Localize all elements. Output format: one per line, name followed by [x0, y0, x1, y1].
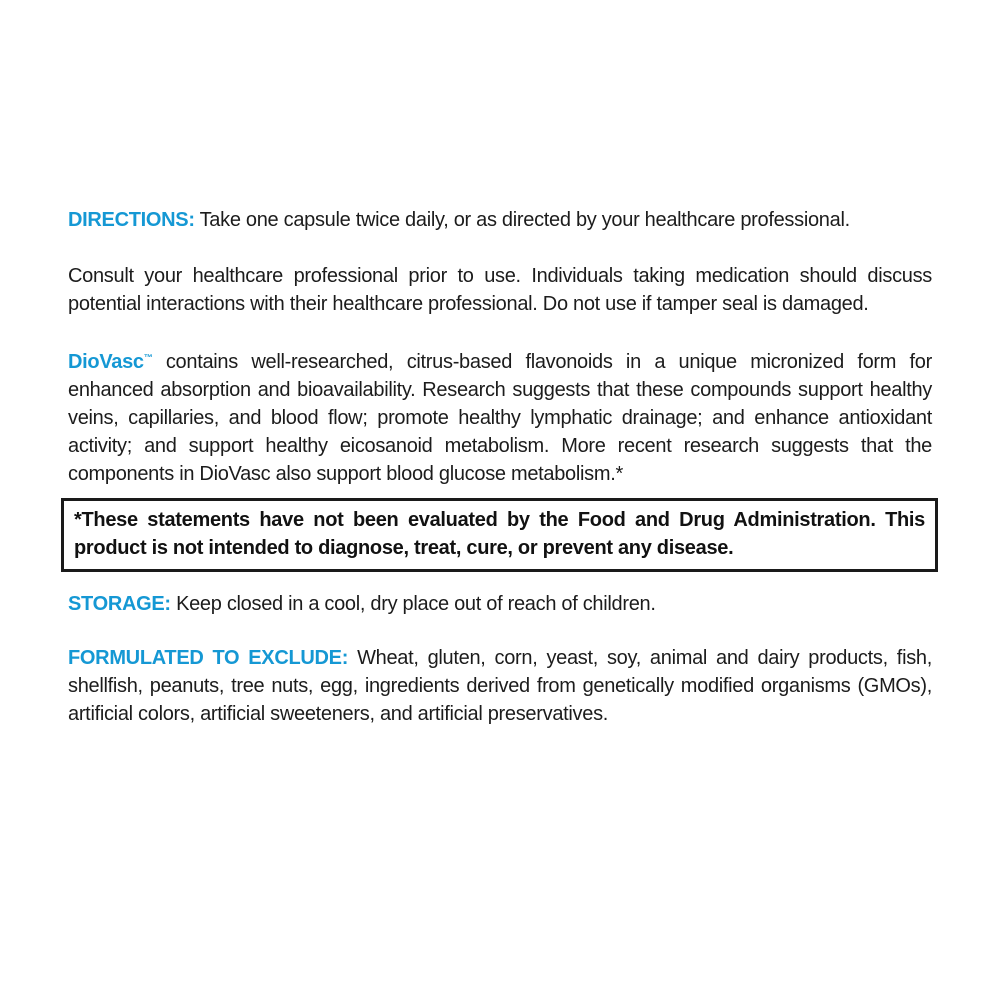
- trademark-symbol: ™: [143, 352, 153, 363]
- diovasc-text: contains well-researched, citrus-based flavonoids in a unique micronized form for enhanced absorption and bioavailability. Research suggests that these compounds support healthy veins, capillaries, and blood flow; promote healthy lymphatic drainage; and enhance antioxidant activity; and support healthy eicosanoid metabolism. More recent research suggests that the components in DioVasc also support blood glucose metabolism.*: [68, 351, 932, 485]
- formulated-to-exclude-paragraph: [68, 644, 932, 728]
- storage-text: Keep closed in a cool, dry place out of reach of children.: [176, 593, 656, 615]
- directions-text: Take one capsule twice daily, or as directed by your healthcare professional.: [199, 209, 850, 231]
- consult-paragraph: [68, 262, 932, 318]
- storage-heading: STORAGE:: [68, 593, 171, 615]
- diovasc-paragraph: [68, 348, 932, 488]
- label-content: [68, 206, 932, 728]
- fda-disclaimer-text: *These statements have not been evaluated by the Food and Drug Administration. This product is not intended to diagnose, treat, cure, or prevent any disease.: [74, 509, 925, 559]
- fda-disclaimer-box: [61, 498, 938, 572]
- consult-text: Consult your healthcare professional prior to use. Individuals taking medication should discuss potential interactions with their healthcare professional. Do not use if tamper seal is damaged.: [68, 265, 932, 315]
- directions-paragraph: [68, 206, 932, 234]
- formulated-to-exclude-heading: FORMULATED TO EXCLUDE:: [68, 647, 349, 669]
- directions-heading: DIRECTIONS:: [68, 209, 195, 231]
- formulated-to-exclude-text: Wheat, gluten, corn, yeast, soy, animal and dairy products, fish, shellfish, peanuts, tree nuts, egg, ingredients derived from genetically modified organisms (GMOs), artificial colors, artificial sweeteners, and artificial preservatives.: [68, 647, 932, 725]
- diovasc-brand-name: DioVasc: [68, 351, 144, 373]
- storage-paragraph: [68, 590, 932, 618]
